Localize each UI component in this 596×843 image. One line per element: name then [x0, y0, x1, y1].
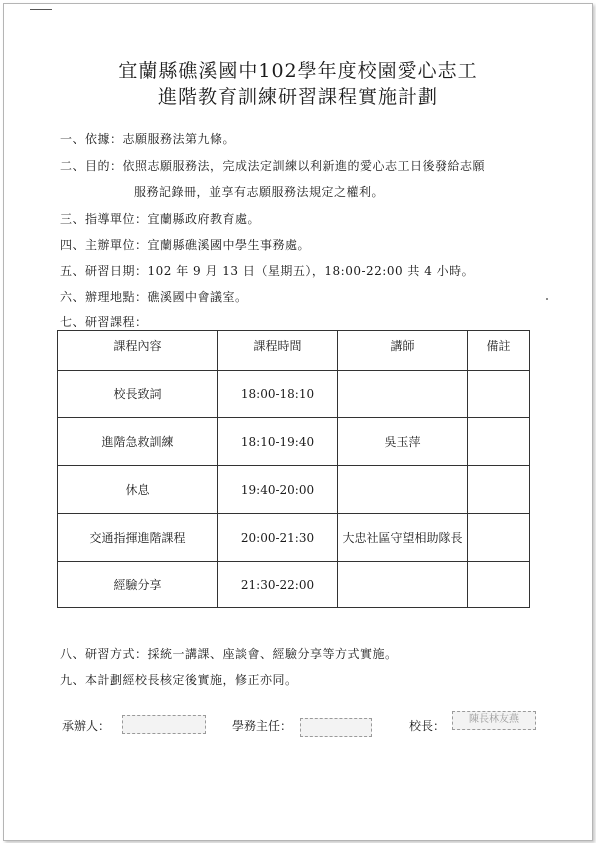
header-note: 備註 — [468, 331, 530, 371]
principal-label: 校長： — [409, 719, 446, 733]
course-time: 18:00-18:10 — [218, 371, 338, 418]
table-header-row — [58, 331, 530, 371]
course-note — [468, 562, 530, 608]
table-row — [58, 371, 530, 418]
course-time: 19:40-20:00 — [218, 466, 338, 514]
course-lecturer: 吳玉萍 — [338, 418, 468, 466]
item-courses-heading: 七、研習課程： — [60, 315, 148, 329]
document-subtitle: 進階教育訓練研習課程實施計劃 — [157, 86, 438, 108]
item-purpose-continued: 服務記錄冊，並享有志願服務法規定之權利。 — [134, 185, 385, 199]
item-approval: 九、本計劃經校長核定後實施，修正亦同。 — [60, 673, 298, 687]
table-row — [58, 514, 530, 562]
course-lecturer — [338, 562, 468, 608]
corner-mark — [30, 9, 52, 10]
item-method: 八、研習方式：採統一講課、座談會、經驗分享等方式實施。 — [60, 647, 398, 661]
undertaker-label: 承辦人： — [62, 719, 111, 733]
course-note — [468, 466, 530, 514]
table-row — [58, 466, 530, 514]
course-note — [468, 514, 530, 562]
course-note — [468, 418, 530, 466]
table-row — [58, 418, 530, 466]
course-content: 進階急救訓練 — [58, 418, 218, 466]
item-venue: 六、辦理地點：礁溪國中會議室。 — [60, 290, 248, 304]
item-basis: 一、依據：志願服務法第九條。 — [60, 132, 236, 146]
course-time: 18:10-19:40 — [218, 418, 338, 466]
course-content: 校長致詞 — [58, 371, 218, 418]
course-content: 交通指揮進階課程 — [58, 514, 218, 562]
item-organizer: 四、主辦單位：宜蘭縣礁溪國中學生事務處。 — [60, 238, 311, 252]
course-time: 21:30-22:00 — [218, 562, 338, 608]
director-stamp-icon — [300, 718, 372, 737]
course-content: 休息 — [58, 466, 218, 514]
item-date: 五、研習日期：102 年 9 月 13 日（星期五），18:00-22:00 共 4 小時。 — [60, 264, 475, 278]
header-course-content: 課程內容 — [58, 331, 218, 371]
principal-stamp: 陳長林友燕 — [452, 711, 536, 730]
header-course-time: 課程時間 — [218, 331, 338, 371]
course-lecturer — [338, 466, 468, 514]
document-title: 宜蘭縣礁溪國中102學年度校園愛心志工 — [118, 60, 478, 82]
undertaker-stamp-icon — [122, 715, 206, 734]
course-content: 經驗分享 — [58, 562, 218, 608]
header-lecturer: 講師 — [338, 331, 468, 371]
course-lecturer — [338, 371, 468, 418]
course-schedule-table — [57, 330, 529, 607]
scan-speck — [546, 298, 548, 300]
item-purpose: 二、目的：依照志願服務法，完成法定訓練以利新進的愛心志工日後發給志願 — [60, 159, 486, 173]
course-time: 20:00-21:30 — [218, 514, 338, 562]
course-note — [468, 371, 530, 418]
director-label: 學務主任： — [232, 719, 293, 733]
table-row — [58, 562, 530, 608]
item-supervising-unit: 三、指導單位：宜蘭縣政府教育處。 — [60, 212, 261, 226]
course-lecturer: 大忠社區守望相助隊長 — [338, 514, 468, 562]
